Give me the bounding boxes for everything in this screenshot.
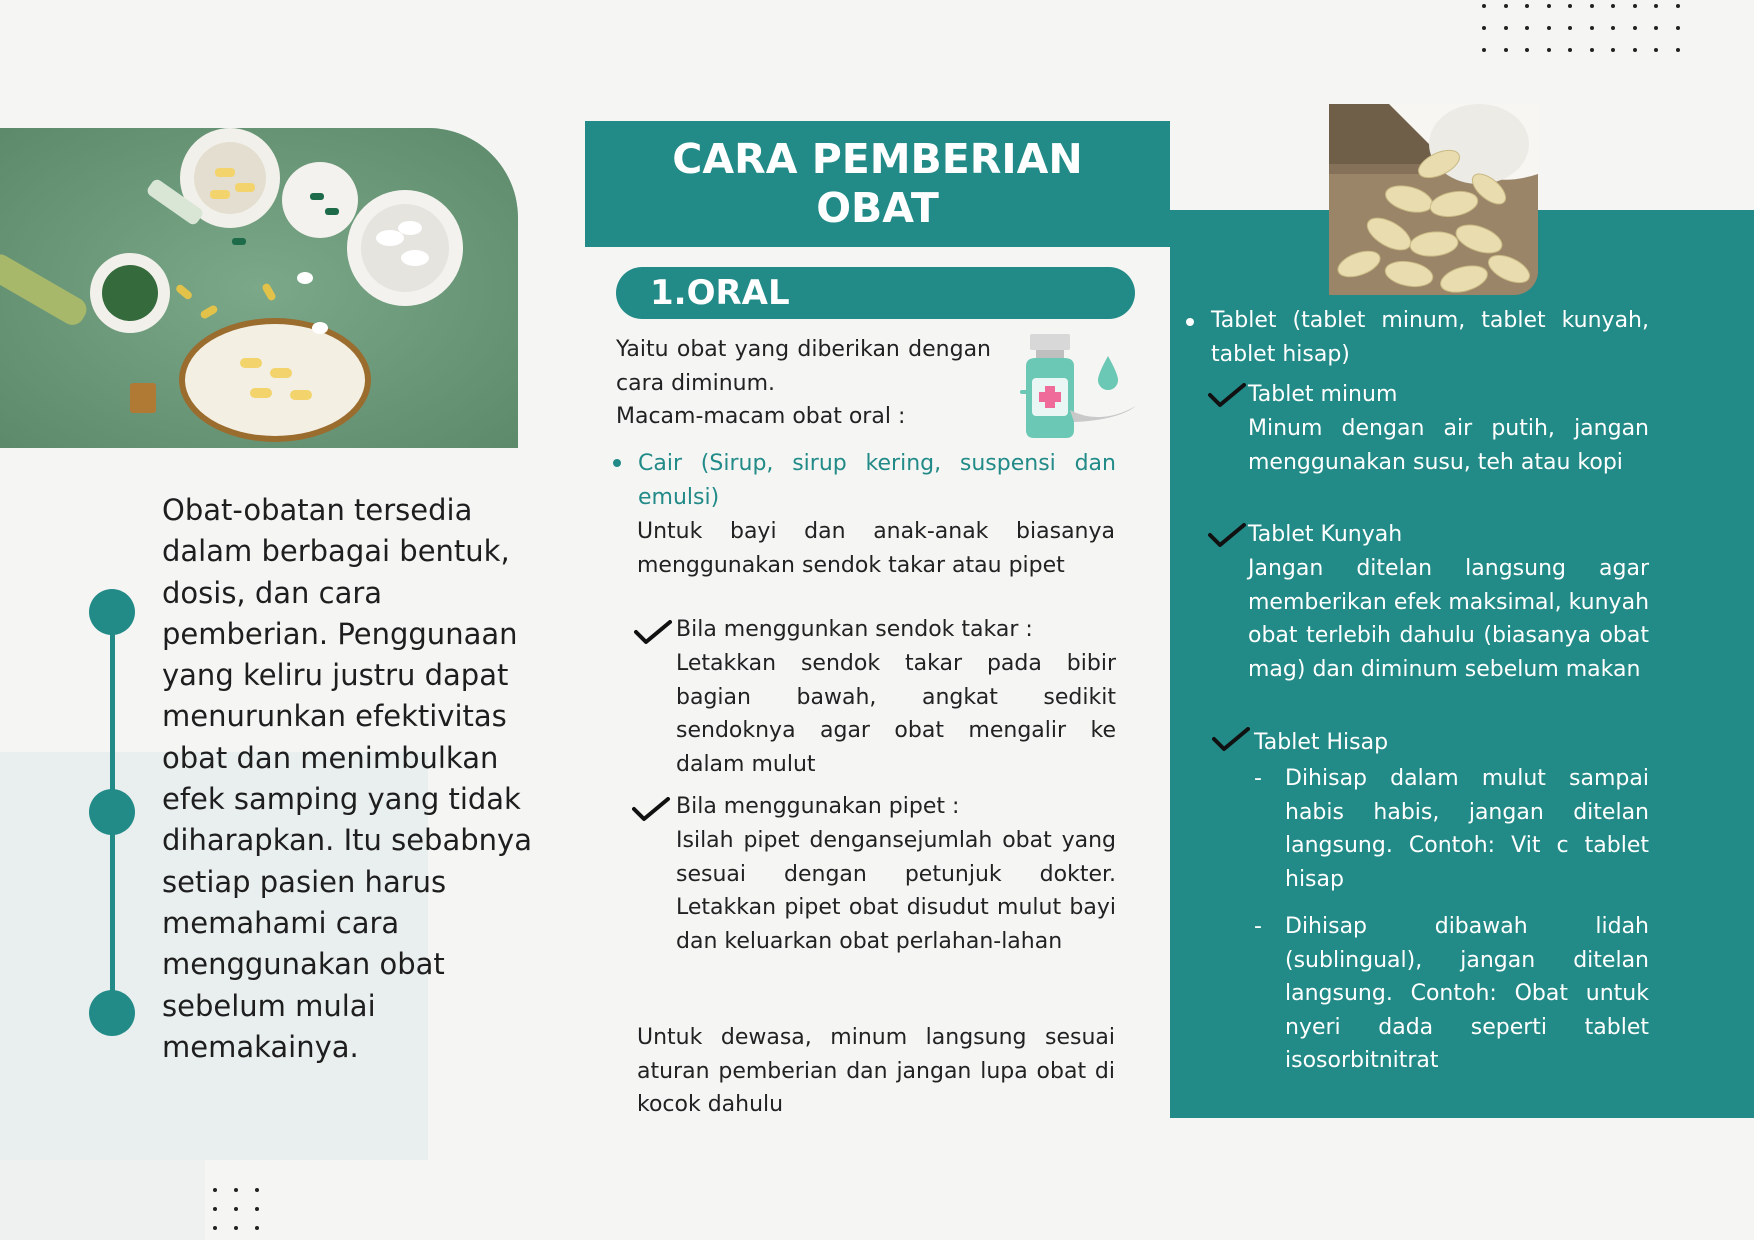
- oral-definition: Yaitu obat yang diberikan dengan cara diminum.: [616, 337, 991, 396]
- tablet-hisap-title: Tablet Hisap: [1254, 730, 1389, 755]
- decorative-dot: [234, 1207, 238, 1211]
- tablets-photo: [1329, 104, 1538, 295]
- tablet-kunyah-title: Tablet Kunyah: [1248, 522, 1403, 547]
- bullet-dot: [1186, 318, 1194, 326]
- decorative-dot: [234, 1188, 238, 1192]
- tablet-hisap-item-2: Dihisap dibawah lidah (sublingual), jangan ditelan langsung. Contoh: Obat untuk nyeri dada seperti tablet isosorbitnitrat: [1285, 914, 1649, 1073]
- decorative-dot: [1633, 26, 1637, 30]
- check-icon: [1208, 523, 1246, 549]
- decorative-dot: [1590, 48, 1594, 52]
- decorative-dot: [1547, 4, 1551, 8]
- decorative-dot: [255, 1188, 259, 1192]
- oral-types-label: Macam-macam obat oral :: [616, 404, 906, 429]
- decorative-dot: [255, 1226, 259, 1230]
- liquid-description: Untuk bayi dan anak-anak biasanya menggunakan sendok takar atau pipet: [637, 519, 1115, 578]
- pipette-title: Bila menggunakan pipet :: [676, 794, 960, 819]
- decorative-dot: [213, 1207, 217, 1211]
- decorative-dot: [1654, 48, 1658, 52]
- dash-marker: -: [1254, 914, 1262, 939]
- decorative-dot: [1654, 26, 1658, 30]
- pills-photo: [0, 128, 518, 448]
- adult-description: Untuk dewasa, minum langsung sesuai aturan pemberian dan jangan lupa obat di kocok dahulu: [637, 1025, 1115, 1117]
- check-icon: [632, 797, 670, 823]
- decorative-dot: [1504, 26, 1508, 30]
- liquid-bullet-text: Cair (Sirup, sirup kering, suspensi dan emulsi): [638, 451, 1116, 510]
- decorative-dot: [1676, 4, 1680, 8]
- decorative-dot: [1525, 26, 1529, 30]
- check-icon: [1208, 383, 1246, 409]
- page-title: CARA PEMBERIAN OBAT: [672, 135, 1083, 232]
- timeline-dot: [89, 589, 135, 635]
- decorative-dot: [1611, 26, 1615, 30]
- decorative-dot: [255, 1207, 259, 1211]
- decorative-dot: [1547, 48, 1551, 52]
- spoon-title: Bila menggunkan sendok takar :: [676, 617, 1033, 642]
- decorative-dot: [1633, 48, 1637, 52]
- tablet-hisap-item-1: Dihisap dalam mulut sampai habis habis, jangan ditelan langsung. Contoh: Vit c tablet hisap: [1285, 766, 1649, 892]
- decorative-dot: [1482, 48, 1486, 52]
- tablet-kunyah-description: Jangan ditelan langsung agar memberikan efek maksimal, kunyah obat terlebih dahulu (biasanya obat mag) dan diminum sebelum makan: [1248, 556, 1650, 682]
- title-banner: [585, 121, 1170, 247]
- tablet-minum-description: Minum dengan air putih, jangan menggunakan susu, teh atau kopi: [1248, 416, 1649, 475]
- tablet-bullet-text: Tablet (tablet minum, tablet kunyah, tablet hisap): [1211, 308, 1649, 367]
- decorative-dot: [1676, 48, 1680, 52]
- decorative-dot: [1568, 4, 1572, 8]
- decorative-dot: [1654, 4, 1658, 8]
- decorative-dot: [1482, 4, 1486, 8]
- decorative-dot: [1611, 48, 1615, 52]
- decorative-dot: [1482, 26, 1486, 30]
- decorative-dots-top: [1482, 4, 1680, 52]
- bullet-dot: [613, 459, 621, 467]
- timeline-dot: [89, 990, 135, 1036]
- check-icon: [1212, 727, 1250, 753]
- spoon-description: Letakkan sendok takar pada bibir bagian bawah, angkat sedikit sendoknya agar obat mengalir ke dalam mulut: [676, 651, 1116, 777]
- decorative-dot: [213, 1188, 217, 1192]
- decorative-dot: [1547, 26, 1551, 30]
- decorative-dot: [1568, 26, 1572, 30]
- intro-text: Obat-obatan tersedia dalam berbagai bentuk, dosis, dan cara pemberian. Penggunaan yang keliru justru dapat menurunkan efektivitas obat dan menimbulkan efek samping yang tidak diharapkan. Itu sebabnya setiap pasien harus memahami cara menggunakan obat sebelum mulai memakainya.: [162, 493, 532, 1064]
- decorative-dot: [1504, 48, 1508, 52]
- medicine-bottle-icon: [1010, 330, 1138, 440]
- decorative-dot: [1525, 48, 1529, 52]
- decorative-dot: [1590, 26, 1594, 30]
- section-heading-oral: 1.ORAL: [616, 267, 1135, 319]
- decorative-dot: [1525, 4, 1529, 8]
- timeline-dot: [89, 789, 135, 835]
- decorative-dot: [1504, 4, 1508, 8]
- decorative-dot: [1633, 4, 1637, 8]
- tablet-minum-title: Tablet minum: [1248, 382, 1398, 407]
- decorative-dot: [234, 1226, 238, 1230]
- left-background-panel-lower: [0, 1160, 205, 1240]
- decorative-dot: [1590, 4, 1594, 8]
- pipette-description: Isilah pipet dengansejumlah obat yang sesuai dengan petunjuk dokter. Letakkan pipet obat disudut mulut bayi dan keluarkan obat perlahan-lahan: [676, 828, 1116, 954]
- dash-marker: -: [1254, 766, 1262, 791]
- check-icon: [634, 620, 672, 646]
- decorative-dot: [1611, 4, 1615, 8]
- decorative-dot: [1568, 48, 1572, 52]
- decorative-dot: [213, 1226, 217, 1230]
- decorative-dot: [1676, 26, 1680, 30]
